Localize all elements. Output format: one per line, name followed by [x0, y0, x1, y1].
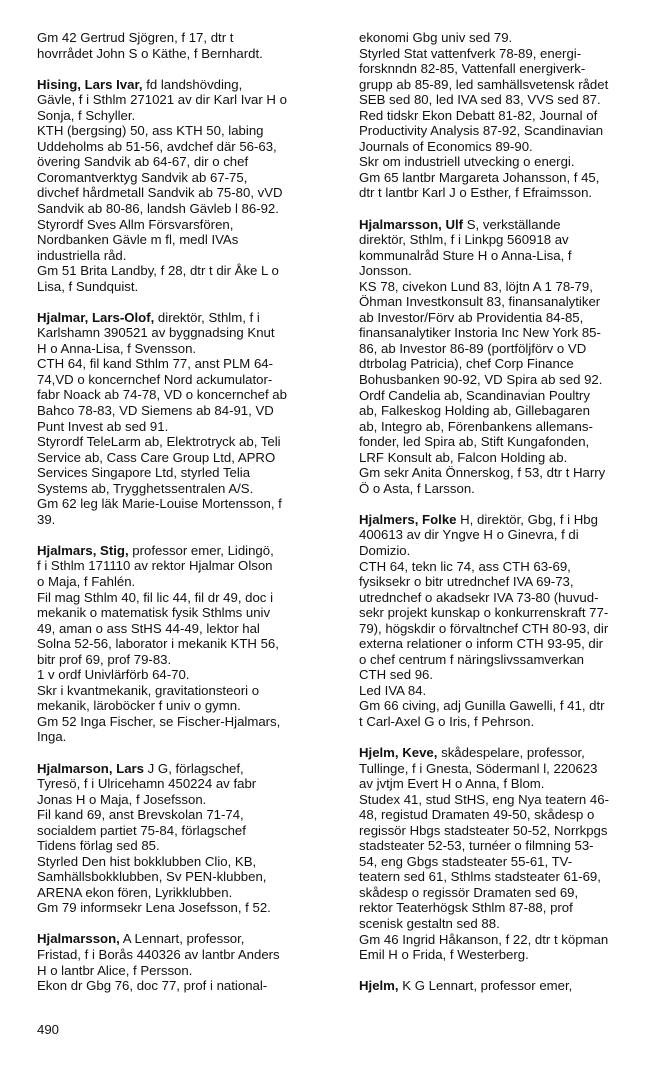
- entry-intro: fd landshövding, Gävle, f i Sthlm 271021 av dir Karl Ivar H o Sonja, f Schyller.: [37, 76, 287, 123]
- entry-body: KS 78, civekon Lund 83, löjtn A 1 78-79, Öhman Investkonsult 83, finansanalytiker ab Investor/Förv ab Providentia 84-85, finansanalytiker Instoria Inc New York 85- 86, ab Investor 86-89 (portföljförv o VD dtrbolag Patricia), chef Corp Finance Bohusbanken 90-92, VD Spira ab sed 92. Ordf Candelia ab, Scandinavian Poultry ab, Falkeskog Holding ab, Gillebagaren ab, Integro ab, Förenbankens allemans- fonder, led Spira ab, Stift Kungafonden, LRF Konsult ab, Falcon Holding ab. Gm sekr Anita Önnerskog, f 53, dtr t Harry Ö o Asta, f Larsson.: [359, 278, 606, 496]
- entry-name: Hjalmar, Lars-Olof,: [37, 309, 155, 325]
- entry-name: Hjelm, Keve,: [359, 745, 438, 761]
- biography-entry: [37, 30, 333, 61]
- left-column: [37, 30, 333, 1009]
- entry-name: Hising, Lars Ivar,: [37, 76, 143, 92]
- entry-body: KTH (bergsing) 50, ass KTH 50, labing Uddeholms ab 51-56, avdchef där 56-63, övering Sandvik ab 64-67, dir o chef Coromantverktyg Sandvik ab 67-75, divchef hårdmetall Sandvik ab 75-80, vVD Sandvik ab 80-86, landsh Gävleb l 86-92. Styrordf Sves Allm Försvarsfören, Nordbanken Gävle m fl, medl IVAs industriella råd. Gm 51 Brita Landby, f 28, dtr t dir Åke L o Lisa, f Sundquist.: [37, 123, 283, 294]
- entry-intro: direktör, Sthlm, f i Karlshamn 390521 av byggnadsing Knut H o Anna-Lisa, f Svensson.: [37, 309, 275, 356]
- entry-header: [359, 745, 655, 792]
- entry-body: Ekon dr Gbg 76, doc 77, prof i national-: [37, 978, 268, 994]
- entry-header: [359, 978, 655, 994]
- biography-entry: [359, 30, 655, 201]
- entry-body: Fil kand 69, anst Brevskolan 71-74, socialdem partiet 75-84, förlagschef Tidens förlag sed 85. Styrled Den hist bokklubben Clio, KB, Samhällsbokklubben, Sv PEN-klubben, ARENA ekon fören, Lyrikklubben. Gm 79 informsekr Lena Josefsson, f 52.: [37, 807, 271, 916]
- entry-body: Studex 41, stud StHS, eng Nya teatern 46- 48, registud Dramaten 49-50, skådesp o regissör Hbgs stadsteater 50-52, Norrkpgs stadsteater 52-53, turnéer o filmning 53- 54, eng Gbgs stadsteater 55-61, TV- teatern sed 61, Sthlms stadsteater 61-69, skådesp o regissör Dramaten sed 69, rektor Teaterhögsk Sthlm 87-88, prof scenisk gestaltn sed 88. Gm 46 Ingrid Håkanson, f 22, dtr t köpman Emil H o Frida, f Westerberg.: [359, 791, 609, 963]
- entry-header: [359, 512, 655, 559]
- entry-intro: K G Lennart, professor emer,: [398, 978, 573, 994]
- entry-body: CTH 64, tekn lic 74, ass CTH 63-69, fysiksekr o bitr utrednchef IVA 69-73, utrednchef o akadsekr IVA 73-80 (huvud- sekr projekt kunskap o konkurrenskraft 77- 79), högskdir o förvaltnchef CTH 80-93, dir externa relationer o inform CTH 93-95, dir o chef centrum f näringslivssamverkan CTH sed 96. Led IVA 84. Gm 66 civing, adj Gunilla Gawelli, f 41, dtr t Carl-Axel G o Iris, f Pehrson.: [359, 558, 609, 729]
- entry-intro: S, verkställande direktör, Sthlm, f i Linkpg 560918 av kommunalråd Sture H o Anna-Lisa, f Jonsson.: [359, 216, 572, 279]
- entry-header: [37, 931, 333, 978]
- entry-name: Hjalmarson, Lars: [37, 760, 145, 776]
- biography-entry: [37, 931, 333, 993]
- entry-header: [37, 761, 333, 808]
- entry-header: [37, 543, 333, 590]
- entry-intro: professor emer, Lidingö, f i Sthlm 171110 av rektor Hjalmar Olson o Maja, f Fahlén.: [37, 542, 274, 589]
- entry-header: [37, 310, 333, 357]
- biography-entry: [37, 77, 333, 295]
- entry-body: Fil mag Sthlm 40, fil lic 44, fil dr 49, doc i mekanik o matematisk fysik Sthlms univ 49, aman o ass StHS 44-49, lektor hal Solna 52-56, laborator i mekanik KTH 56, bitr prof 69, prof 79-83. 1 v ordf Univlärförb 64-70. Skr i kvantmekanik, gravitationsteori o mekanik, läroböcker f univ o gymn. Gm 52 Inga Fischer, se Fischer-Hjalmars, Inga.: [37, 589, 281, 745]
- entry-body: Gm 42 Gertrud Sjögren, f 17, dtr t hovrrådet John S o Käthe, f Bernhardt.: [37, 30, 263, 61]
- entry-intro: skådespelare, professor, Tullinge, f i Gnesta, Södermanl l, 220623 av jvtjm Evert H o Anna, f Blom.: [359, 745, 598, 792]
- entry-body: CTH 64, fil kand Sthlm 77, anst PLM 64- 74,VD o koncernchef Nord ackumulator- fabr Noack ab 74-78, VD o koncernchef ab Bahco 78-83, VD Siemens ab 84-91, VD Punt Invest ab sed 91. Styrordf TeleLarm ab, Elektrotryck ab, Teli Service ab, Cass Care Group Ltd, APRO Services Singapore Ltd, styrled Telia Systems ab, Trygghetssentralen A/S. Gm 62 leg läk Marie-Louise Mortensson, f 39.: [37, 356, 287, 527]
- entry-name: Hjalmars, Stig,: [37, 542, 129, 558]
- entry-header: [37, 77, 333, 124]
- biography-entry: [359, 745, 655, 963]
- biography-entry: [37, 310, 333, 528]
- biography-entry: [37, 761, 333, 916]
- entry-header: [359, 217, 655, 279]
- entry-intro: A Lennart, professor, Fristad, f i Borås 440326 av lantbr Anders H o lantbr Alice, f Persson.: [37, 931, 280, 978]
- biography-entry: [359, 512, 655, 730]
- right-column: [359, 30, 655, 1009]
- entry-name: Hjelm,: [359, 978, 399, 994]
- biography-entry: [359, 978, 655, 994]
- entry-name: Hjalmers, Folke: [359, 511, 457, 527]
- entry-name: Hjalmarsson,: [37, 931, 120, 947]
- entry-name: Hjalmarsson, Ulf: [359, 216, 464, 232]
- entry-body: ekonomi Gbg univ sed 79. Styrled Stat vattenfverk 78-89, energi- forsknndn 82-85, Vattenfall energiverk- grupp ab 85-89, led samhällsvetensk rådet SEB sed 80, led IVA sed 83, VVS sed 87. Red tidskr Ekon Debatt 81-82, Journal of Productivity Analysis 87-92, Scandinavian Journals of Economics 89-90. Skr om industriell utvecking o energi. Gm 65 lantbr Margareta Johansson, f 45, dtr t lantbr Karl J o Esther, f Efraimsson.: [359, 30, 609, 201]
- entry-intro: J G, förlagschef, Tyresö, f i Ulricehamn 450224 av fabr Jonas H o Maja, f Josefsson.: [37, 760, 257, 807]
- entry-intro: H, direktör, Gbg, f i Hbg 400613 av dir Yngve H o Ginevra, f di Domizio.: [359, 511, 598, 558]
- biography-entry: [37, 543, 333, 745]
- biography-entry: [359, 217, 655, 497]
- page-number: 490: [37, 1022, 60, 1037]
